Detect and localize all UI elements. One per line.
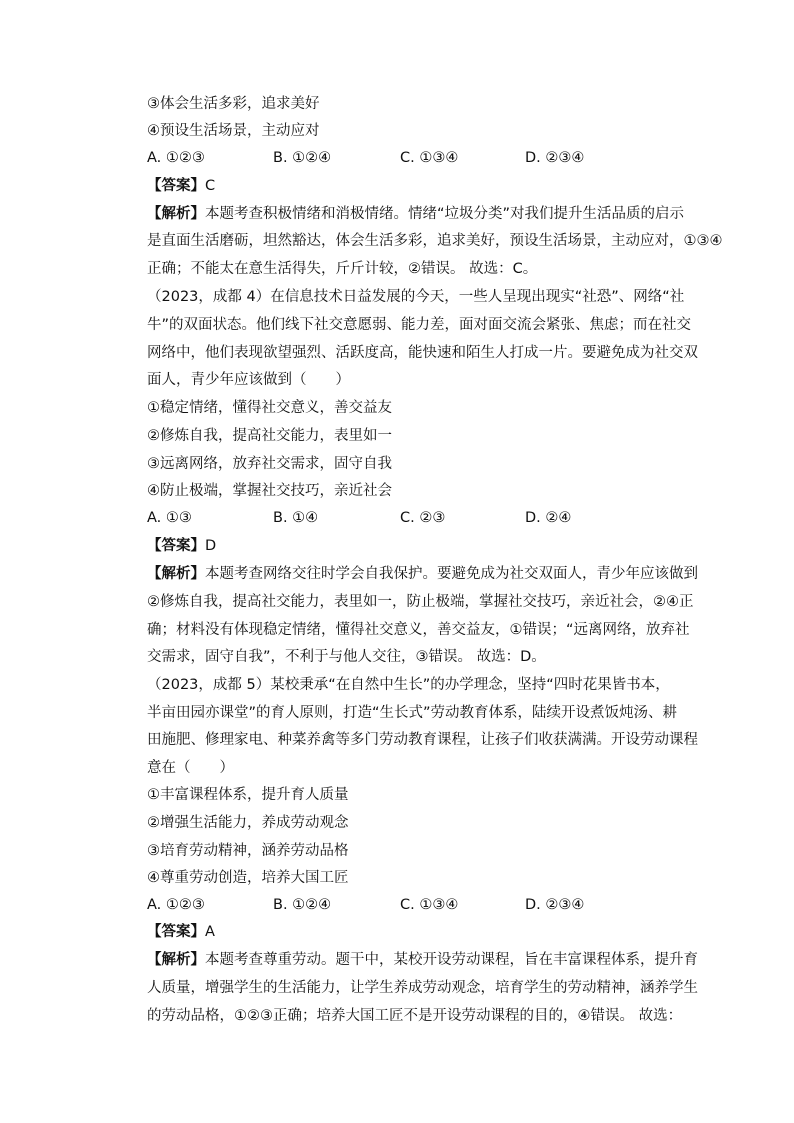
analysis-text: 本题考查积极情绪和消极情绪。情绪“垃圾分类”对我们提升生活品质的启示 [205,206,685,222]
analysis-text: 人质量，增强学生的生活能力，让学生养成劳动观念，培育学生的劳动精神，涵养学生 [147,980,698,996]
option-statement: ③远离网络，放弃社交需求，固守自我 [147,456,392,472]
option-statement: ①稳定情绪，懂得社交意义，善交益友 [147,400,392,416]
analysis-text: 本题考查网络交往时学会自我保护。要避免成为社交双面人，青少年应该做到 [205,566,698,582]
option-statement: ④尊重劳动创造，培养大国工匠 [147,870,349,886]
answer-value: C [205,178,216,194]
analysis-text: 正确；不能太在意生活得失，斤斤计较，②错误。 故选：C。 [147,261,538,277]
analysis-text: 是直面生活磨砺，坦然豁达，体会生活多彩，追求美好，预设生活场景，主动应对，①③④ [147,233,723,249]
question-text: （2023，成都 4）在信息技术日益发展的今天，一些人呈现出现实“社恐”、网络“社 [147,289,685,305]
option-statement: ③培育劳动精神，涵养劳动品格 [147,843,349,859]
analysis-text: 本题考查尊重劳动。题干中，某校开设劳动课程，旨在丰富课程体系，提升育 [205,952,698,968]
answer-label: 【答案】 [147,538,205,554]
analysis-text: 的劳动品格，①②③正确；培养大国工匠不是开设劳动课程的目的，④错误。 故选： [147,1008,683,1024]
answer-value: D [205,538,217,554]
choice-a: A. ①②③ [147,897,205,913]
choice-a: A. ①③ [147,510,192,526]
question-text: 意在（ ） [147,760,234,776]
choice-c: C. ①③④ [400,150,459,166]
choice-c: C. ①③④ [400,897,459,913]
answer-value: A [205,924,215,940]
analysis-text: 交需求，固守自我”，不利于与他人交往，③错误。 故选：D。 [147,649,546,665]
question-text: （2023，成都 5）某校秉承“在自然中生长”的办学理念，坚持“四时花果皆书本， [147,677,670,693]
choice-c: C. ②③ [400,510,446,526]
choice-b: B. ①②④ [273,897,332,913]
question-text: 网络中，他们表现欲望强烈、活跃度高，能快速和陌生人打成一片。要避免成为社交双 [147,345,698,361]
option-statement: ④防止极端，掌握社交技巧，亲近社会 [147,483,392,499]
analysis-text: 确；材料没有体现稳定情绪，懂得社交意义，善交益友，①错误；“远离网络，放弃社 [147,622,690,638]
choice-d: D. ②④ [525,510,572,526]
answer-line [147,536,216,556]
question-text: 牛”的双面状态。他们线下社交意愿弱、能力差，面对面交流会紧张、焦虑；而在社交 [147,317,692,333]
option-statement: ①丰富课程体系，提升育人质量 [147,787,349,803]
analysis-label: 【解析】 [147,952,205,968]
answer-line [147,176,215,196]
analysis-label: 【解析】 [147,566,205,582]
question-text: 面人，青少年应该做到（ ） [147,372,350,388]
answer-label: 【答案】 [147,178,205,194]
choice-d: D. ②③④ [525,150,585,166]
choice-b: B. ①②④ [273,150,332,166]
option-statement: ④预设生活场景，主动应对 [147,123,320,139]
analysis-text: ②修炼自我，提高社交能力，表里如一，防止极端，掌握社交技巧，亲近社会，②④正 [147,594,694,610]
question-text: 半亩田园亦课堂”的育人原则，打造“生长式”劳动教育体系，陆续开设煮饭炖汤、耕 [147,705,678,721]
analysis-line [147,950,698,970]
answer-label: 【答案】 [147,924,205,940]
choice-d: D. ②③④ [525,897,585,913]
option-statement: ③体会生活多彩，追求美好 [147,96,320,112]
option-statement: ②修炼自我，提高社交能力，表里如一 [147,428,392,444]
analysis-line [147,204,684,224]
choice-b: B. ①④ [273,510,319,526]
choice-a: A. ①②③ [147,150,205,166]
question-text: 田施肥、修理家电、种菜养禽等多门劳动教育课程，让孩子们收获满满。开设劳动课程 [147,732,698,748]
answer-line [147,922,215,942]
analysis-line [147,564,698,584]
analysis-label: 【解析】 [147,206,205,222]
option-statement: ②增强生活能力，养成劳动观念 [147,815,349,831]
